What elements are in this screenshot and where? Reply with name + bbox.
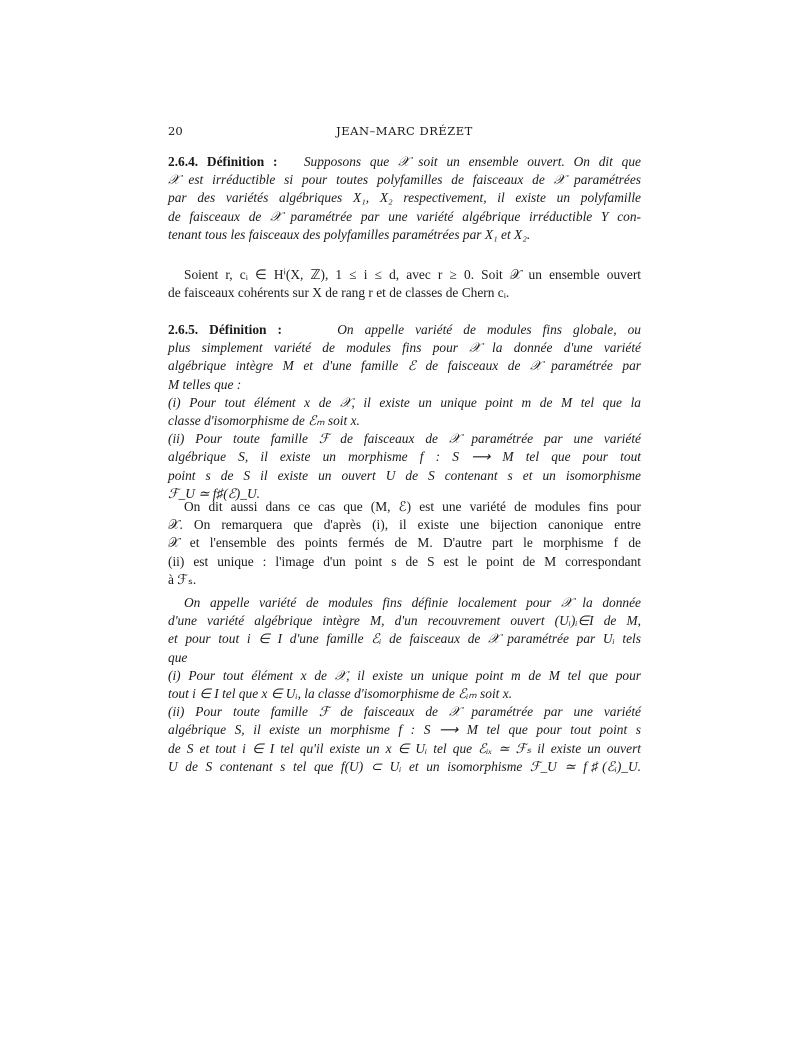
paragraph-on-dit-aussi	[168, 498, 641, 589]
definition-label: 2.6.5. Définition :	[168, 322, 282, 337]
paragraph-line: (i) Pour tout élément x de 𝒳, il existe un unique point m de M tel que pour	[168, 667, 641, 683]
paragraph-line: et pour tout i ∈ I d'une famille ℰᵢ de faisceaux de 𝒳 paramétrée par Uᵢ tels	[168, 631, 641, 647]
definition-line: classe d'isomorphisme de ℰₘ soit x.	[168, 413, 360, 429]
paragraph-line: (ii) Pour toute famille ℱ de faisceaux de 𝒳 paramétrée par une variété	[168, 704, 641, 720]
definition-line: 2.6.4. Définition : Supposons que 𝒳 soit un ensemble ouvert. On dit que	[168, 154, 641, 169]
definition-label: 2.6.4. Définition :	[168, 154, 278, 169]
running-head: JEAN–MARC DRÉZET	[336, 124, 473, 138]
definition-line: tenant tous les faisceaux des polyfamilles paramétrées par X₁ et X₂.	[168, 226, 531, 242]
definition-line: 2.6.5. Définition : On appelle variété de modules fins globale, ou	[168, 322, 641, 337]
paragraph-line: tout i ∈ I tel que x ∈ Uᵢ, la classe d'isomorphisme de ℰᵢₘ soit x.	[168, 686, 513, 702]
page-number: 20	[168, 124, 183, 138]
definition-line: de faisceaux de 𝒳 paramétrée par une variété algébrique irréductible Y con-	[168, 208, 641, 224]
paragraph-soient	[168, 266, 641, 302]
paragraph-line: 𝒳 et l'ensemble des points fermés de M. D'autre part le morphisme f de	[168, 535, 641, 551]
paragraph-line: 𝒳. On remarquera que d'après (i), il existe une bijection canonique entre	[168, 517, 641, 533]
definition-line: 𝒳 est irréductible si pour toutes polyfamilles de faisceaux de 𝒳 paramétrées	[168, 172, 641, 188]
paragraph-line: On dit aussi dans ce cas que (M, ℰ) est une variété de modules fins pour	[184, 499, 641, 514]
definition-line: plus simplement variété de modules fins pour 𝒳 la donnée d'une variété	[168, 340, 641, 356]
definition-line: (ii) Pour toute famille ℱ de faisceaux de 𝒳 paramétrée par une variété	[168, 431, 641, 447]
paragraph-line: algébrique S, il existe un morphisme f : S ⟶ M tel que pour tout point s	[168, 722, 641, 738]
paragraph-line: On appelle variété de modules fins définie localement pour 𝒳 la donnée	[184, 595, 641, 610]
definition-line: point s de S il existe un ouvert U de S contenant s et un isomorphisme	[168, 467, 641, 483]
paragraph-line: U de S contenant s tel que f(U) ⊂ Uᵢ et un isomorphisme ℱ_U ≃ f♯(ℰᵢ)_U.	[168, 758, 641, 774]
definition-line: M telles que :	[168, 376, 242, 392]
definition-line: algébrique S, il existe un morphisme f : S ⟶ M tel que pour tout	[168, 449, 641, 465]
definition-line: (i) Pour tout élément x de 𝒳, il existe un unique point m de M tel que la	[168, 394, 641, 410]
paragraph-on-appelle	[168, 594, 641, 776]
paragraph-line: de S et tout i ∈ I tel qu'il existe un x ∈ Uᵢ tel que ℰᵢₓ ≃ ℱₛ il existe un ouvert	[168, 740, 641, 756]
definition-line: ℱ_U ≃ f♯(ℰ)_U.	[168, 485, 260, 501]
paragraph-line: de faisceaux cohérents sur X de rang r et de classes de Chern cᵢ.	[168, 285, 510, 301]
definition-line: par des variétés algébriques X₁, X₂ respectivement, il existe un polyfamille	[168, 190, 641, 206]
paragraph-line: (ii) est unique : l'image d'un point s de S est le point de M correspondant	[168, 553, 641, 569]
definition-2-6-4	[168, 153, 641, 244]
paragraph-line: d'une variété algébrique intègre M, d'un recouvrement ouvert (Uᵢ)ᵢ∈I de M,	[168, 613, 641, 629]
page-header	[168, 124, 641, 140]
definition-2-6-5	[168, 321, 641, 503]
paragraph-line: à ℱₛ.	[168, 571, 197, 587]
paragraph-line: que	[168, 649, 188, 665]
paragraph-line: Soient r, cᵢ ∈ Hⁱ(X, ℤ), 1 ≤ i ≤ d, avec r ≥ 0. Soit 𝒳 un ensemble ouvert	[184, 267, 641, 282]
definition-line: algébrique intègre M et d'une famille ℰ de faisceaux de 𝒳 paramétrée par	[168, 358, 641, 374]
